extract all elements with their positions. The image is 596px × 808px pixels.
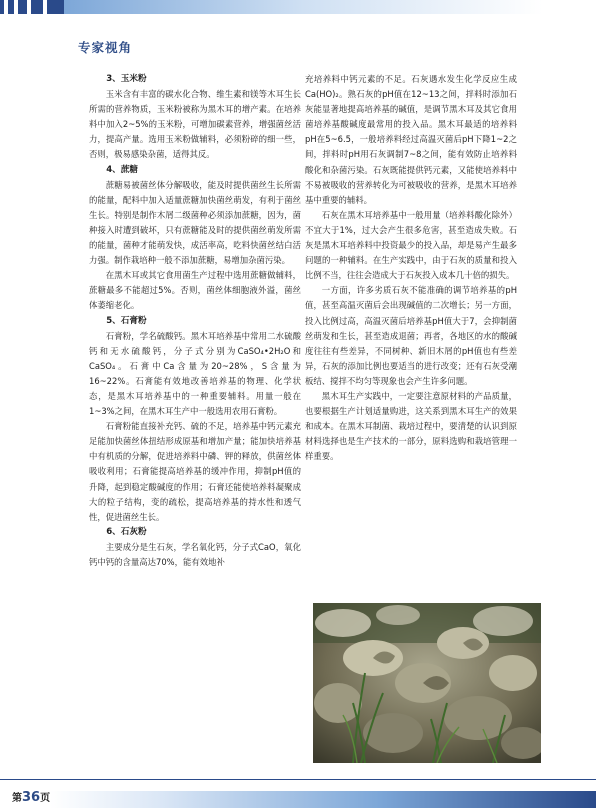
paragraph: 石膏粉能直接补充钙、硫的不足，培养基中钙元素充足能加快菌丝体扭结形成原基和增加产量；能加快培养基中有机质的分解，促进培养料中磷、钾的释放，供菌丝体吸收利用；石膏能提高培养基的缓冲作用，抑制pH值的升降，起到稳定酸碱度的作用；石膏还能使培养料凝聚成大的粒子结构，变的疏松，提高培养基的持水性和透气性，促进菌丝生长。 xyxy=(89,421,301,522)
wood-ear-mushroom-photo xyxy=(313,603,541,763)
paragraph: 在黑木耳或其它食用菌生产过程中选用蔗糖做辅料，蔗糖最多不能超过5%。否则，菌丝体细胞液外溢，菌丝体萎缩老化。 xyxy=(89,270,301,311)
paragraph: 玉米含有丰富的碳水化合物、维生素和镁等木耳生长所需的营养物质，玉米粉被称为黑木耳的增产素。在培养料中加入2~5%的玉米粉，可增加碳素营养，增强菌丝活力，提高产量。选用玉米粉做辅料，必须粉碎的细一些，否则，极易感染杂菌，适得其反。 xyxy=(89,89,301,160)
subheading-corn-flour: 3、玉米粉 xyxy=(106,74,147,84)
article-column-right xyxy=(305,72,517,464)
paragraph: 蔗糖易被菌丝体分解吸收，能及时提供菌丝生长所需的能量，配料中加入适量蔗糖加快菌丝萌发，有利于菌丝生长。特别是制作木屑二级菌种必须添加蔗糖，因为，菌种接入时遭到破坏，只有蔗糖能及时的提供菌丝萌发所需的能量，菌种才能萌发快，成活率高，吃料快菌丝结白活力强。制作栽培种一般不添加蔗糖，易增加杂菌污染。 xyxy=(89,179,301,266)
subheading-lime: 6、石灰粉 xyxy=(106,526,147,537)
page-prefix: 第 xyxy=(12,793,22,804)
mushroom-illustration xyxy=(313,603,541,763)
footer-gradient-bar xyxy=(50,791,596,808)
paragraph: 石膏粉，学名硫酸钙。黑木耳培养基中常用二水硫酸钙和无水硫酸钙，分子式分别为CaSO₄•2H₂O和CaSO₄。石膏中Ca含量为20~28%，S含量为16~22%。石膏能有效地改善培养基的物理、化学状态，是黑木耳培养基中的一种重要辅料。用量一般在1~3%之间，在黑木耳生产中一般选用农用石膏粉。 xyxy=(89,330,301,417)
header-stripes xyxy=(0,0,64,14)
header-gradient-bar xyxy=(64,0,596,14)
paragraph: 石灰在黑木耳培养基中一般用量（培养料酸化除外）不宜大于1%，过大会产生很多危害，甚至造成失败。石灰是黑木耳培养料中投资最少的投入品，却是易产生最多问题的一种辅料。在生产实践中，由于石灰的质量和投入比例不当，往往会造成大于石灰投入成本几十倍的损失。 xyxy=(305,209,517,281)
paragraph: 一方面，许多劣质石灰不能准确的调节培养基的pH值，甚至高温灭菌后会出现碱值的二次增长；另一方面，投入比例过高，高温灭菌后培养基pH值大于7，会抑制菌丝萌发和生长，甚至造成退菌；再者，各地区的水的酸碱度往往有些差异，不同树种、新旧木屑的pH值也有些差异，石灰的添加比例也要适当的进行改变；还有石灰受潮板结、搅拌不均匀等现象也会产生许多问题。 xyxy=(305,285,517,386)
page-number-value: 36 xyxy=(22,790,41,805)
paragraph-continued: 充培养料中钙元素的不足。石灰遇水发生化学反应生成Ca(HO)₂。熟石灰的pH值在12~13之间，拌料时添加石灰能显著地提高培养基的碱值，是调节黑木耳及其它食用菌培养基酸碱度最常用的投入品。黑木耳最适的培养料pH在5~6.5，一般培养料经过高温灭菌后pH下降1~2之间，拌料时pH用石灰调制7~8之间，能有效防止培养料酸化和杂菌污染。石灰既能提供钙元素，又能使培养料中不易被吸收的营养转化为可被吸收的营养，是黑木耳培养基中重要的辅料。 xyxy=(305,74,517,205)
subheading-gypsum: 5、石膏粉 xyxy=(106,315,147,326)
page-suffix: 页 xyxy=(40,793,51,804)
article-column-left xyxy=(89,72,301,570)
page-number xyxy=(12,789,50,805)
section-title: 专家视角 xyxy=(78,40,133,55)
subheading-sucrose: 4、蔗糖 xyxy=(106,164,138,175)
paragraph: 主要成分是生石灰，学名氧化钙，分子式CaO，氧化钙中钙的含量高达70%，能有效地补 xyxy=(89,541,301,567)
paragraph: 黑木耳生产实践中，一定要注意原材料的产品质量，也要根据生产计划适量购进，这关系到黑木耳生产的效果和成本。在黑木耳制菌、栽培过程中，要清楚的认识到原材料选择也是生产技术的一部分，原料选购和栽培管理一样重要。 xyxy=(305,390,517,462)
footer-rule xyxy=(0,779,596,780)
